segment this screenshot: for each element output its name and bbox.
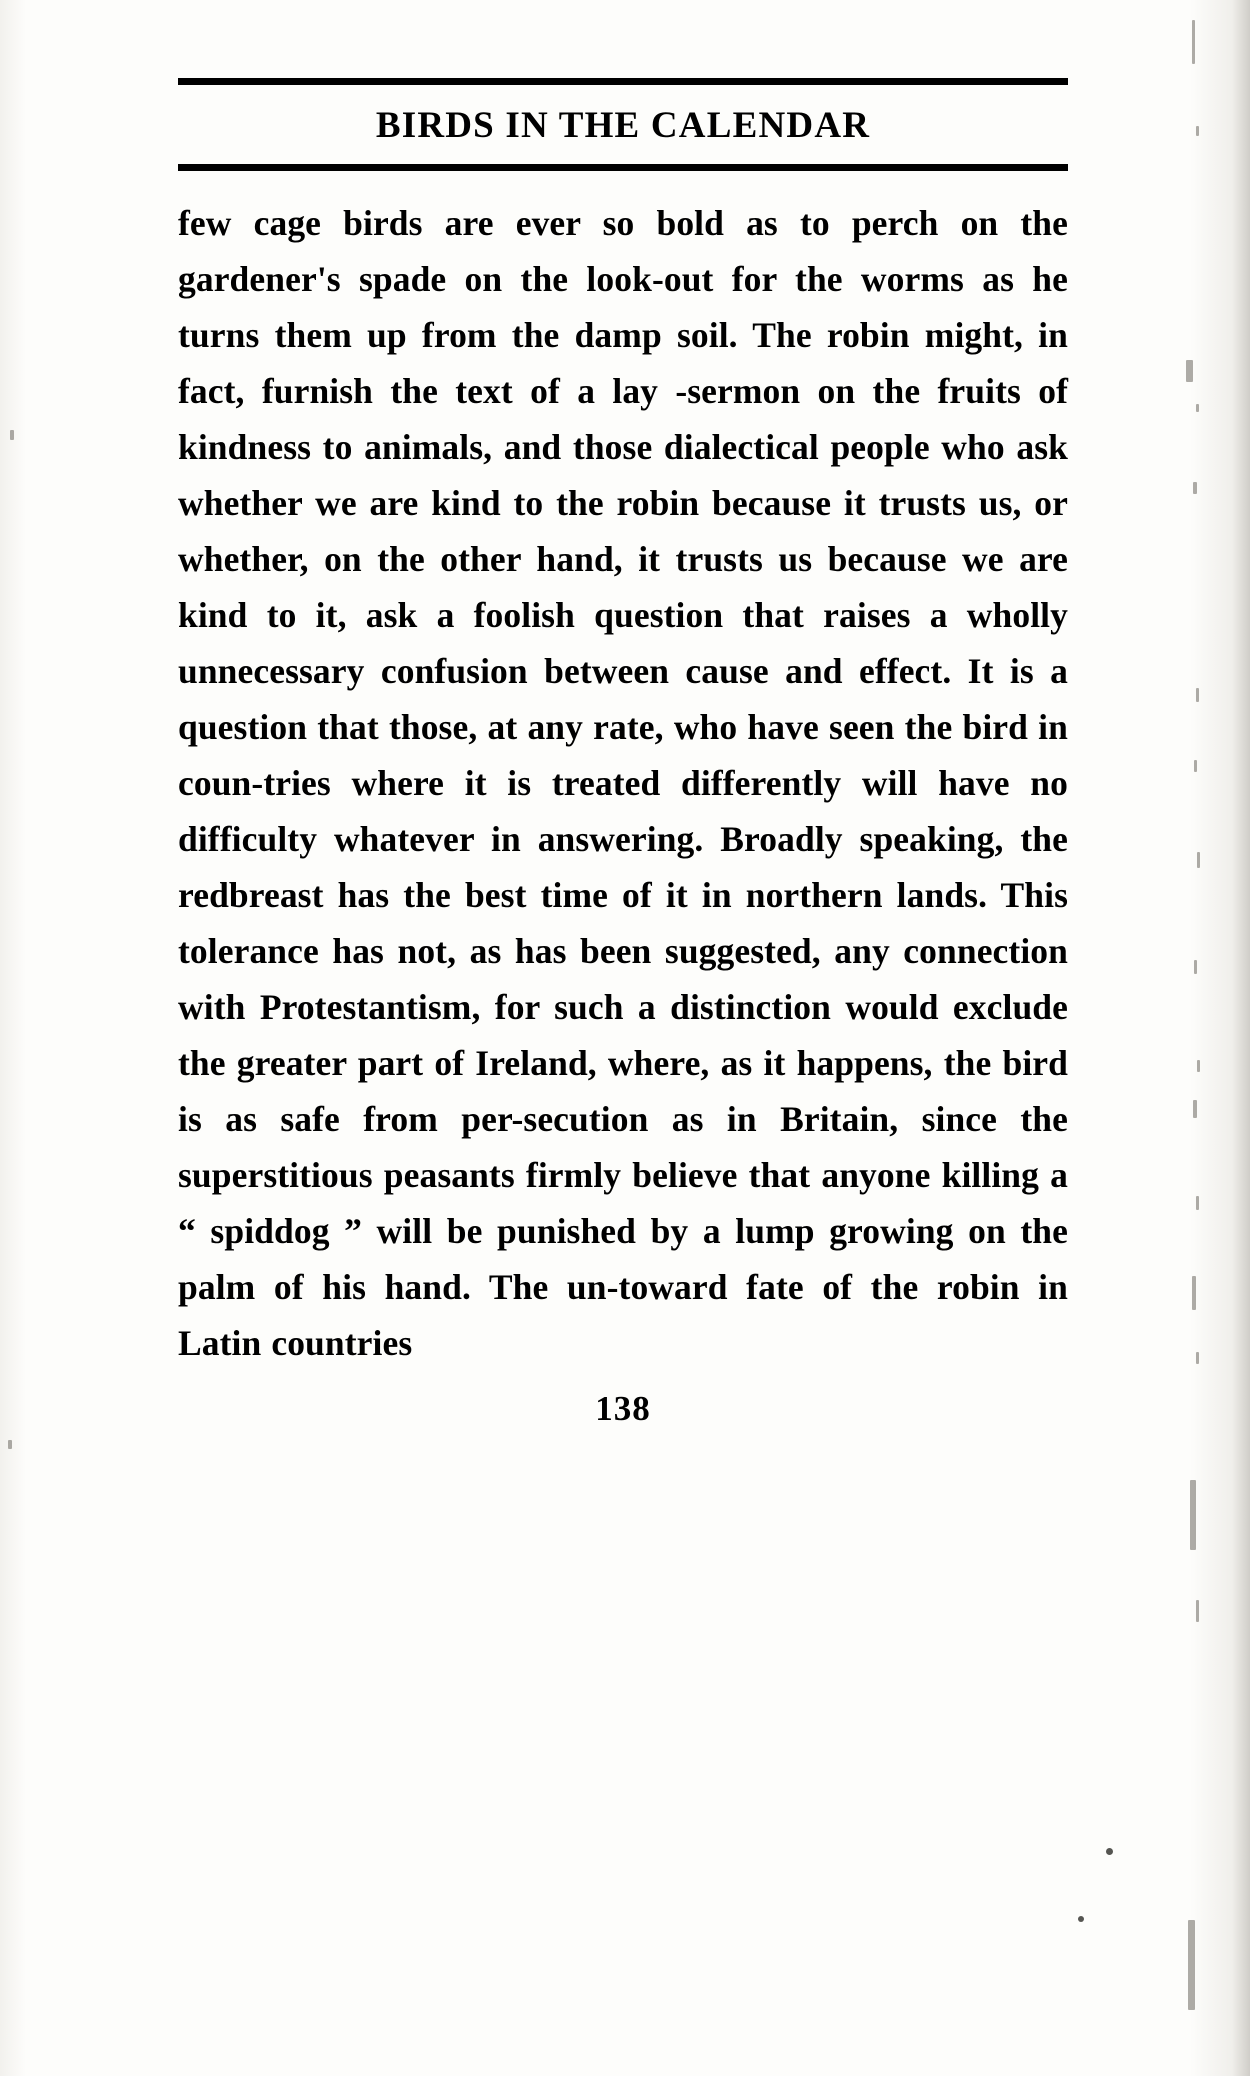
scan-speckle bbox=[1194, 960, 1197, 974]
page-left-shadow bbox=[0, 0, 26, 2076]
scan-speckle bbox=[1192, 1276, 1196, 1310]
running-head: BIRDS IN THE CALENDAR bbox=[375, 105, 871, 146]
scan-speckle bbox=[1196, 1352, 1199, 1364]
scan-speckle bbox=[1190, 1480, 1196, 1550]
scan-speckle bbox=[1186, 360, 1193, 382]
body-text bbox=[178, 195, 1068, 1371]
scan-speckle bbox=[1196, 126, 1199, 136]
scan-speckle bbox=[1197, 852, 1200, 868]
ink-mark bbox=[1106, 1848, 1113, 1855]
scan-speckle bbox=[10, 430, 14, 440]
header-rule-top bbox=[178, 78, 1068, 85]
scan-speckle bbox=[1194, 760, 1197, 772]
scan-speckle bbox=[1197, 1060, 1200, 1072]
page-text-column bbox=[178, 78, 1068, 1429]
scan-speckle bbox=[1196, 1600, 1199, 1622]
scan-speckle bbox=[1192, 20, 1195, 64]
scan-speckle bbox=[1193, 482, 1197, 494]
body-paragraph: few cage birds are ever so bold as to perch on the gardener's spade on the look-out for the worms as he turns them up from the damp soil. The robin might, in fact, furnish the text of a lay -sermon on the fruits of kindness to animals, and those dialectical people who ask whether we are kind to the robin because it trusts us, or whether, on the other hand, it trusts us because we are kind to it, ask a foolish question that raises a wholly unnecessary confusion between cause and effect. It is a question that those, at any rate, who have seen the bird in coun-tries where it is treated differently will have no difficulty whatever in answering. Broadly speaking, the redbreast has the best time of it in northern lands. This tolerance has not, as has been suggested, any connection with Protestantism, for such a distinction would exclude the greater part of Ireland, where, as it happens, the bird is as safe from per-secution as in Britain, since the superstitious peasants firmly believe that anyone killing a “ spiddog ” will be punished by a lump growing on the palm of his hand. The un-toward fate of the robin in Latin countries bbox=[178, 203, 1068, 1363]
scan-speckle bbox=[1196, 688, 1199, 702]
scan-speckle bbox=[1196, 404, 1199, 412]
header-rule-bottom bbox=[178, 164, 1068, 171]
scan-speckle bbox=[8, 1440, 12, 1449]
scan-speckle bbox=[1188, 1920, 1195, 2010]
scan-speckle bbox=[1193, 1100, 1197, 1118]
ink-mark bbox=[1078, 1916, 1084, 1922]
page-right-shadow bbox=[1190, 0, 1250, 2076]
page-number: 138 bbox=[595, 1389, 651, 1428]
scan-speckle bbox=[1196, 1196, 1199, 1210]
